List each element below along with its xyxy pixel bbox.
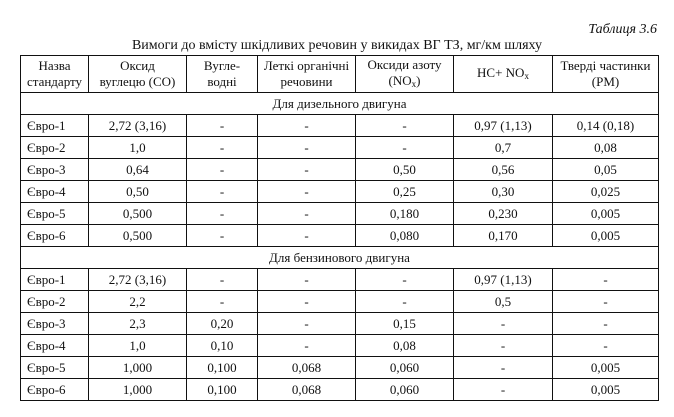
cell-hc-nox: 0,5 <box>454 291 553 313</box>
cell-nox: - <box>356 291 454 313</box>
table-row <box>21 269 659 291</box>
table-row <box>21 181 659 203</box>
cell-standard: Євро-2 <box>21 291 89 313</box>
section-title: Для дизельного двигуна <box>21 93 659 115</box>
cell-pm: 0,005 <box>553 357 659 379</box>
cell-hydrocarbons: - <box>187 203 258 225</box>
header-co: Оксид вуглецю (CO) <box>89 56 187 93</box>
table-row <box>21 313 659 335</box>
table-row <box>21 357 659 379</box>
cell-co: 1,0 <box>89 137 187 159</box>
table-row <box>21 137 659 159</box>
cell-co: 1,0 <box>89 335 187 357</box>
section-row <box>21 93 659 115</box>
cell-standard: Євро-5 <box>21 203 89 225</box>
cell-co: 0,50 <box>89 181 187 203</box>
header-nox: Оксиди азоту $(NO_x)$ <box>356 56 454 93</box>
table-number: Таблиця 3.6 <box>588 22 657 37</box>
cell-pm: 0,005 <box>553 379 659 401</box>
cell-nox: - <box>356 269 454 291</box>
cell-nox: - <box>356 115 454 137</box>
cell-hc-nox: 0,97 (1,13) <box>454 115 553 137</box>
cell-co: 2,2 <box>89 291 187 313</box>
cell-standard: Євро-2 <box>21 137 89 159</box>
cell-co: 1,000 <box>89 379 187 401</box>
cell-hydrocarbons: 0,100 <box>187 379 258 401</box>
cell-standard: Євро-1 <box>21 269 89 291</box>
cell-standard: Євро-5 <box>21 357 89 379</box>
cell-hydrocarbons: - <box>187 137 258 159</box>
cell-hc-nox: - <box>454 335 553 357</box>
cell-nox: - <box>356 137 454 159</box>
cell-nox: 0,15 <box>356 313 454 335</box>
cell-standard: Євро-3 <box>21 159 89 181</box>
cell-co: 2,72 (3,16) <box>89 115 187 137</box>
table-row <box>21 335 659 357</box>
cell-pm: 0,05 <box>553 159 659 181</box>
cell-nox: 0,180 <box>356 203 454 225</box>
cell-hydrocarbons: - <box>187 225 258 247</box>
cell-pm: 0,005 <box>553 203 659 225</box>
cell-hc-nox: - <box>454 357 553 379</box>
table-row <box>21 379 659 401</box>
cell-nox: 0,50 <box>356 159 454 181</box>
cell-co: 1,000 <box>89 357 187 379</box>
cell-hydrocarbons: 0,20 <box>187 313 258 335</box>
cell-pm: 0,005 <box>553 225 659 247</box>
cell-hydrocarbons: - <box>187 181 258 203</box>
cell-voc: - <box>258 137 356 159</box>
table-row <box>21 291 659 313</box>
cell-standard: Євро-1 <box>21 115 89 137</box>
cell-standard: Євро-6 <box>21 225 89 247</box>
cell-voc: - <box>258 115 356 137</box>
section-row <box>21 247 659 269</box>
cell-nox: 0,060 <box>356 357 454 379</box>
cell-pm: - <box>553 313 659 335</box>
cell-hc-nox: 0,7 <box>454 137 553 159</box>
cell-hc-nox: - <box>454 313 553 335</box>
cell-co: 0,500 <box>89 225 187 247</box>
cell-voc: - <box>258 291 356 313</box>
header-pm: Тверді частинки (PM) <box>553 56 659 93</box>
table-row <box>21 225 659 247</box>
cell-hydrocarbons: - <box>187 291 258 313</box>
cell-pm: 0,08 <box>553 137 659 159</box>
cell-hydrocarbons: - <box>187 115 258 137</box>
cell-pm: - <box>553 269 659 291</box>
cell-hydrocarbons: 0,10 <box>187 335 258 357</box>
cell-nox: 0,060 <box>356 379 454 401</box>
cell-nox: 0,08 <box>356 335 454 357</box>
cell-voc: - <box>258 181 356 203</box>
section-title: Для бензинового двигуна <box>21 247 659 269</box>
header-hc-nox: $HC+ NO_x$ <box>454 56 553 93</box>
cell-hc-nox: 0,230 <box>454 203 553 225</box>
table-row <box>21 115 659 137</box>
cell-hc-nox: 0,170 <box>454 225 553 247</box>
cell-voc: - <box>258 203 356 225</box>
table-row <box>21 203 659 225</box>
cell-pm: - <box>553 291 659 313</box>
cell-voc: 0,068 <box>258 357 356 379</box>
header-voc: Леткі органічні речовини <box>258 56 356 93</box>
cell-hydrocarbons: 0,100 <box>187 357 258 379</box>
table-row <box>21 159 659 181</box>
cell-nox: 0,25 <box>356 181 454 203</box>
cell-standard: Євро-6 <box>21 379 89 401</box>
cell-voc: - <box>258 269 356 291</box>
header-standard-name: Назва стандарту <box>21 56 89 93</box>
cell-hc-nox: 0,97 (1,13) <box>454 269 553 291</box>
cell-hc-nox: - <box>454 379 553 401</box>
cell-voc: - <box>258 335 356 357</box>
cell-hydrocarbons: - <box>187 269 258 291</box>
cell-co: 2,3 <box>89 313 187 335</box>
emissions-table <box>20 55 659 401</box>
cell-voc: - <box>258 313 356 335</box>
cell-standard: Євро-4 <box>21 335 89 357</box>
cell-co: 2,72 (3,16) <box>89 269 187 291</box>
cell-voc: 0,068 <box>258 379 356 401</box>
cell-hc-nox: 0,30 <box>454 181 553 203</box>
cell-pm: - <box>553 335 659 357</box>
header-hydrocarbons: Вугле- водні <box>187 56 258 93</box>
cell-hydrocarbons: - <box>187 159 258 181</box>
cell-co: 0,64 <box>89 159 187 181</box>
cell-voc: - <box>258 225 356 247</box>
cell-standard: Євро-3 <box>21 313 89 335</box>
header-row <box>21 56 659 93</box>
cell-nox: 0,080 <box>356 225 454 247</box>
cell-voc: - <box>258 159 356 181</box>
cell-hc-nox: 0,56 <box>454 159 553 181</box>
cell-standard: Євро-4 <box>21 181 89 203</box>
cell-pm: 0,14 (0,18) <box>553 115 659 137</box>
cell-co: 0,500 <box>89 203 187 225</box>
table-title: Вимоги до вмісту шкідливих речовин у викидах ВГ ТЗ, мг/км шляху <box>131 38 543 53</box>
cell-pm: 0,025 <box>553 181 659 203</box>
